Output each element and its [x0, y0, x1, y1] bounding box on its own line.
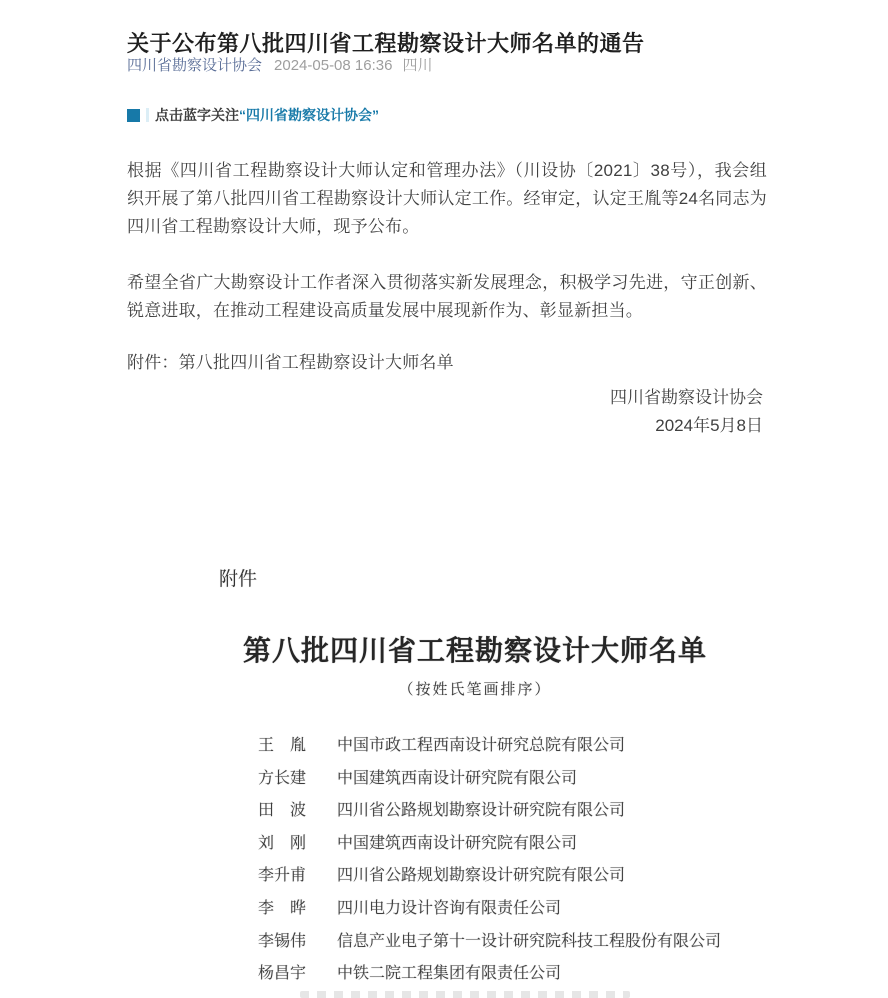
blue-square-icon	[127, 109, 140, 122]
list-item	[258, 828, 818, 861]
signature-date: 2024年5月8日	[655, 416, 763, 435]
master-name: 李升甫	[258, 867, 307, 885]
list-item	[258, 860, 818, 893]
list-item	[258, 763, 818, 796]
list-item	[258, 926, 818, 959]
follow-banner-prefix: 点击蓝字关注	[155, 107, 239, 123]
byline-datetime: 2024-05-08 16:36	[274, 57, 393, 74]
signature-block	[127, 384, 763, 440]
next-row-clipped-hint	[300, 991, 630, 998]
light-bar-decoration	[146, 108, 149, 122]
master-company: 中国建筑西南设计研究院有限公司	[337, 769, 578, 787]
master-name: 李 晔	[258, 899, 307, 917]
masters-list	[258, 730, 818, 991]
follow-account-link[interactable]: “四川省勘察设计协会”	[239, 107, 379, 123]
paragraph-hope: 希望全省广大勘察设计工作者深入贯彻落实新发展理念，积极学习先进，守正创新、锐意进取，在推动工程建设高质量发展中展现新作为、彰显新担当。	[127, 273, 767, 320]
list-item	[258, 730, 818, 763]
master-name: 方长建	[258, 769, 307, 787]
byline-location: 四川	[402, 57, 433, 74]
master-name: 王 胤	[258, 737, 307, 754]
master-company: 四川省公路规划勘察设计研究院有限公司	[337, 802, 626, 820]
byline-account-link[interactable]: 四川省勘察设计协会	[127, 57, 263, 74]
master-company: 中国市政工程西南设计研究总院有限公司	[337, 737, 626, 754]
attachment-doc-title: 第八批四川省工程勘察设计大师名单	[242, 636, 707, 667]
master-name: 杨昌宇	[258, 965, 307, 983]
master-name: 田 波	[258, 802, 307, 820]
signature-org: 四川省勘察设计协会	[610, 388, 763, 407]
attachment-label: 附件	[219, 569, 258, 590]
attachment-image[interactable]	[0, 460, 888, 998]
list-item	[258, 958, 818, 991]
follow-banner-text	[155, 105, 379, 125]
paragraph-announcement: 根据《四川省工程勘察设计大师认定和管理办法》（川设协〔2021〕38号），我会组织开展了第八批四川省工程勘察设计大师认定工作。经审定，认定王胤等24名同志为四川省工程勘察设计大师，现予公布。	[127, 161, 767, 236]
master-company: 信息产业电子第十一设计研究院科技工程股份有限公司	[337, 932, 722, 950]
follow-banner	[127, 106, 379, 124]
attachment-doc-subtitle: （按姓氏笔画排序）	[398, 682, 552, 698]
byline	[127, 56, 432, 76]
master-name: 刘 刚	[258, 834, 307, 852]
master-name: 李锡伟	[258, 932, 307, 950]
master-company: 四川电力设计咨询有限责任公司	[337, 899, 562, 917]
master-company: 中铁二院工程集团有限责任公司	[337, 965, 562, 983]
page-title: 关于公布第八批四川省工程勘察设计大师名单的通告	[127, 30, 645, 56]
master-company: 中国建筑西南设计研究院有限公司	[337, 834, 578, 852]
master-company: 四川省公路规划勘察设计研究院有限公司	[337, 867, 626, 885]
list-item	[258, 795, 818, 828]
list-item	[258, 893, 818, 926]
attachment-reference-line: 附件：第八批四川省工程勘察设计大师名单	[127, 353, 454, 372]
